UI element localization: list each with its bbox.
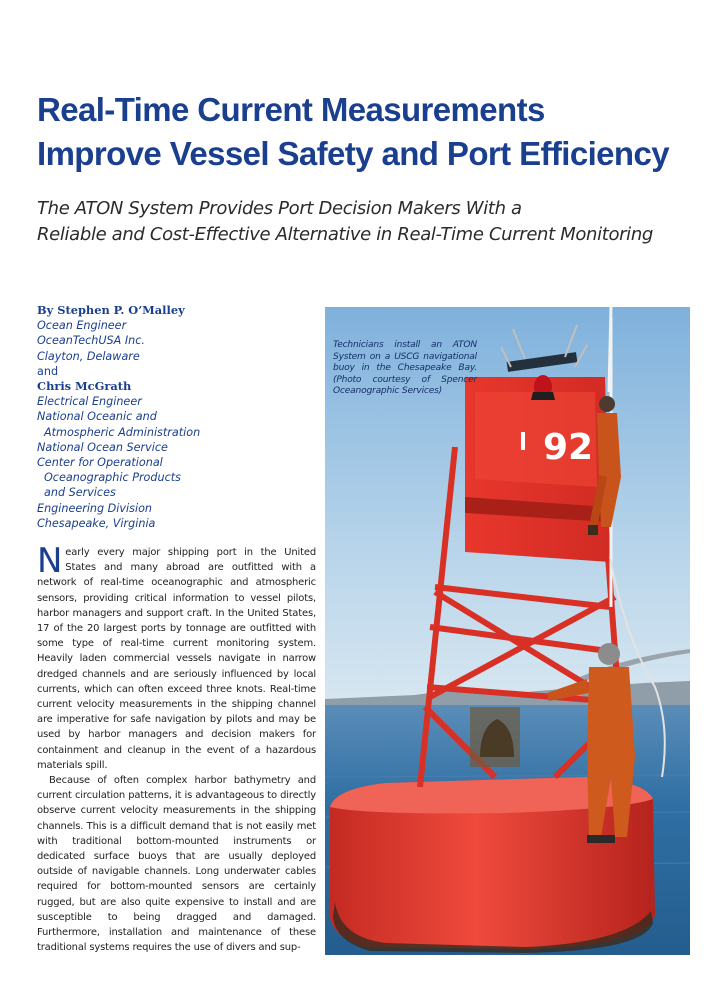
author-affiliation: Chesapeake, Virginia	[37, 516, 156, 530]
subtitle-line-1: The ATON System Provides Port Decision Makers With a	[37, 198, 522, 219]
title-line-2: Improve Vessel Safety and Port Efficiency	[37, 135, 670, 172]
subtitle-line-2: Reliable and Cost-Effective Alternative in Real-Time Current Monitoring	[37, 224, 653, 245]
buoy-photo	[325, 307, 690, 955]
author-affiliation: Oceanographic Products	[44, 471, 181, 485]
body-paragraph	[37, 541, 316, 773]
drop-cap: N	[37, 541, 63, 581]
author-name: Chris McGrath	[37, 379, 132, 394]
author-affiliation: Center for Operational	[37, 456, 163, 470]
photo-caption: Technicians install an ATON System on a USCG navigational buoy in the Chesapeake Bay. (Photo courtesy of Spencer Oceanographic Services)	[333, 340, 477, 397]
body-paragraph: Because of often complex harbor bathymetry and current circulation patterns, it is advantageous to directly observe current velocity measurements in the shipping channels. This is a difficult demand that is not easily met with traditional bottom-mounted instruments or dedicated surface buoys that are usually deployed outside of navigable channels. Long underwater cables required for bottom-mounted sensors are certainly rugged, but are also quite expensive to install and are susceptible to being dragged and damaged. Furthermore, installation and maintenance of these traditional systems requires the use of divers and sup-	[37, 775, 316, 954]
author-affiliation: National Oceanic and	[37, 410, 157, 424]
author-affiliation: Atmospheric Administration	[44, 425, 201, 439]
article-body	[37, 541, 316, 955]
byline-conjunction: and	[37, 364, 59, 378]
author-affiliation: National Ocean Service	[37, 440, 168, 454]
author-affiliation: Ocean Engineer	[37, 319, 127, 333]
author-affiliation: and Services	[44, 486, 116, 500]
author-name: By Stephen P. O’Malley	[37, 303, 185, 317]
author-affiliation: Engineering Division	[37, 501, 153, 515]
article-subtitle	[37, 196, 697, 248]
byline	[37, 303, 317, 531]
bell-assembly	[470, 707, 520, 767]
buoy-number: 92	[543, 427, 594, 468]
author-affiliation: Electrical Engineer	[37, 395, 142, 409]
article-title	[37, 88, 697, 176]
author-affiliation: OceanTechUSA Inc.	[37, 334, 145, 348]
title-line-1: Real-Time Current Measurements	[37, 91, 545, 128]
paragraph-text: early every major shipping port in the United States and many abroad are outfitted with a network of real-time oceanographic and atmospheric sensors, providing critical information to vessel pilots, harbor managers and support craft. In the United States, 17 of the 20 largest ports by tonnage are outfitted with some type of real-time current monitoring system. Heavily laden commercial vessels navigate in narrow dredged channels and are seriously influenced by local currents, which can often exceed three knots. Real-time current velocity measurements in the shipping channel are imperative for safe navigation by pilots and may be used by harbor managers and decision makers for containment and cleanup in the event of a hazardous materials spill.	[37, 547, 316, 771]
author-affiliation: Clayton, Delaware	[37, 349, 140, 363]
